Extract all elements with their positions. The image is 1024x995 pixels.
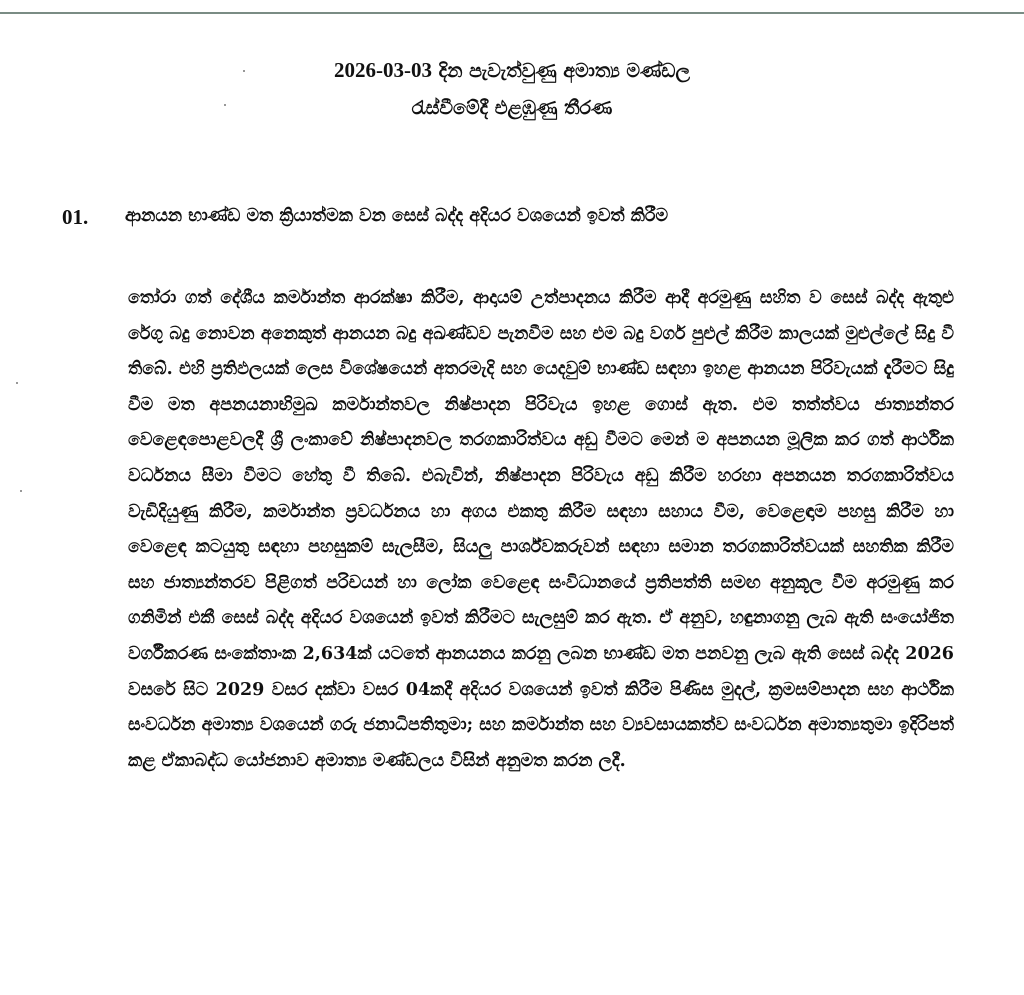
top-border-line bbox=[0, 0, 1024, 14]
scan-speck bbox=[16, 382, 18, 384]
heading-line-2: රැස්වීමේදී එළඹුණු තීරණ bbox=[411, 97, 613, 119]
heading-line-1 bbox=[0, 52, 1024, 90]
section-body-paragraph: තෝරා ගත් දේශීය කර්මාන්ත ආරක්ෂා කිරීම, ආදායම් උත්පාදනය කිරීම ආදී අරමුණු සහිත ව සෙස් බද්ද ඇතුළු රේගු බදු නොවන අනෙකුත් ආනයන බදු අඛණ්ඩව පැනවීම සහ එම බදු වර්ග පුළුල් කිරීම කාලයක් මුළුල්ලේ සිදු වී තිබේ. එහි ප්‍රතිඵලයක් ලෙස විශේෂයෙන් අතරමැදි සහ යෙදවුම් භාණ්ඩ සඳහා ඉහළ ආනයන පිරිවැයක් දැරීමට සිදු වීම මත අපනයනාභිමුඛ කර්මාන්තවල නිෂ්පාදන පිරිවැය ඉහළ ගොස් ඇත. එම තත්ත්වය ජාත්‍යන්තර වෙළෙඳපොළවලදී ශ්‍රී ලංකාවේ නිෂ්පාදනවල තරගකාරිත්වය අඩු වීමට මෙන් ම අපනයන මූලික කර ගත් ආර්ථික වර්ධනය සීමා වීමට හේතු වී තිබේ. එබැවින්, නිෂ්පාදන පිරිවැය අඩු කිරීම හරහා අපනයන තරගකාරිත්වය වැඩිදියුණු කිරීම, කර්මාන්ත ප්‍රවර්ධනය හා අගය එකතු කිරීම සඳහා සහාය වීම, වෙළෙඳාම පහසු කිරීම හා වෙළෙඳ කටයුතු සඳහා පහසුකම් සැලසීම, සියලු පාර්ශ්වකරුවන් සඳහා සමාන තරගකාරිත්වයක් සහතික කිරීම සහ ජාත්‍යන්තරව පිළිගත් පරිචයන් හා ලෝක වෙළෙඳ සංවිධානයේ ප්‍රතිපත්ති සමඟ අනුකූල වීම අරමුණු කර ගනිමින් එකී සෙස් බද්ද අදියර වශයෙන් ඉවත් කිරීමට සැලසුම් කර ඇත. ඒ අනුව, හඳුනාගනු ලැබ ඇති සංයෝජිත වර්ගීකරණ සංකේතාංක 2,634ක් යටතේ ආනයනය කරනු ලබන භාණ්ඩ මත පනවනු ලැබ ඇති සෙස් බද්ද 2026 වසරේ සිට 2029 වසර දක්වා වසර 04කදී අදියර වශයෙන් ඉවත් කිරීම පිණිස මුදල්, ක්‍රමසම්පාදන සහ ආර්ථික සංවර්ධන අමාත්‍ය වශයෙන් ගරු ජනාධිපතිතුමා; සහ කර්මාන්ත සහ ව්‍යවසායකත්ව සංවර්ධන අමාත්‍යතුමා ඉදිරිපත් කළ ඒකාබද්ධ යෝජනාව අමාත්‍ය මණ්ඩලය විසින් අනුමත කරන ලදී. bbox=[128, 288, 954, 771]
meeting-date: 2026-03-03 bbox=[334, 58, 433, 82]
scan-speck bbox=[20, 490, 22, 492]
document-heading bbox=[0, 52, 1024, 127]
section-number: 01. bbox=[62, 205, 89, 229]
section-title: ආනයන භාණ්ඩ මත ක්‍රියාත්මක වන සෙස් බද්ද අදියර වශයෙන් ඉවත් කිරීම bbox=[125, 206, 669, 226]
heading-line-1-text: දින පැවැත්වුණු අමාත්‍ය මණ්ඩල bbox=[438, 60, 690, 82]
